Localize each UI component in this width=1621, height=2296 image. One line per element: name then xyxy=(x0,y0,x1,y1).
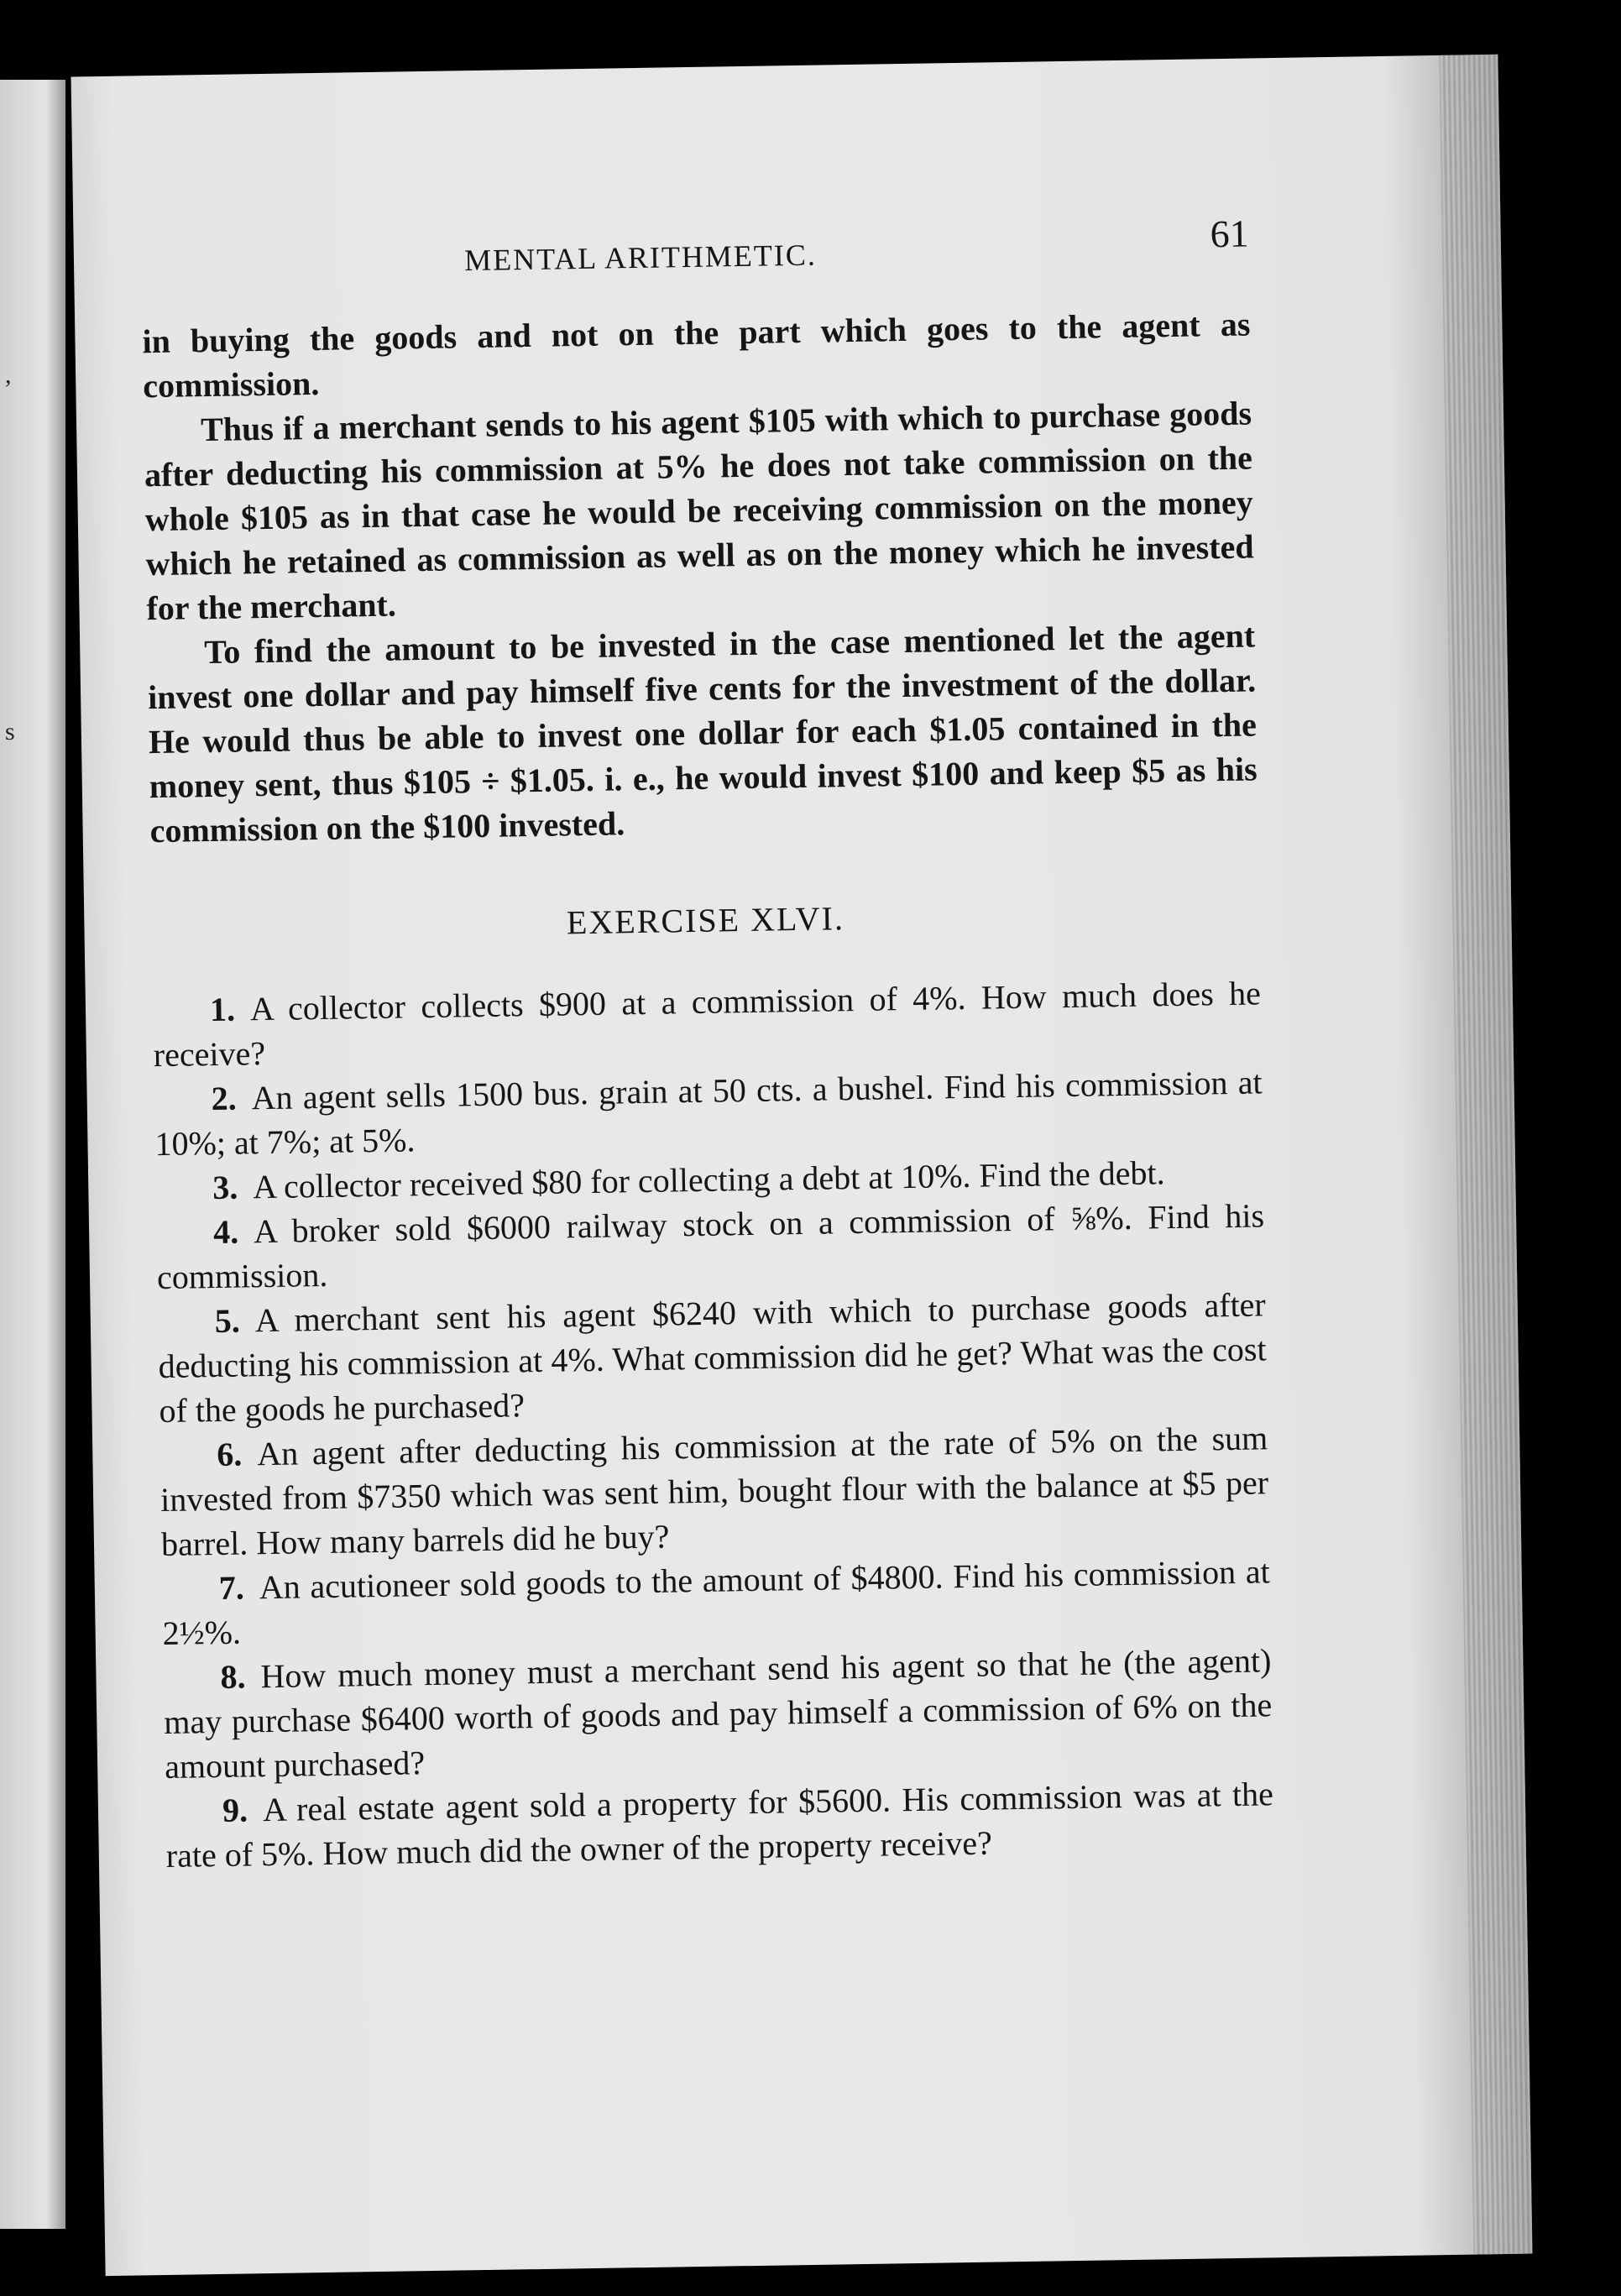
paragraph: in buying the goods and not on the part which goes to the agent as commission. xyxy=(142,305,1251,405)
problem-text: An agent sells 1500 bus. grain at 50 cts. a bushel. Find his commission at 10%; at 7%; at 5%. xyxy=(154,1063,1263,1164)
paragraph: To find the amount to be invested in the case mentioned let the agent invest one dollar and pay himself five cents for the investment of the dollar. He would thus be able to invest one dollar for each $1.05 contained in the money sent, thus $105 ÷ $1.05. i. e., he would invest $100 and keep $5 as his commission on the $100 invested. xyxy=(147,616,1258,850)
problem-item xyxy=(156,1193,1266,1300)
exercise-heading: EXERCISE XLVI. xyxy=(566,899,845,942)
problem-text: An agent after deducting his commission at the rate of 5% on the sum invested from $7350 which was sent him, bought flour with the balance at $5 per barrel. How many barrels did he buy? xyxy=(159,1419,1269,1564)
paragraph: Thus if a merchant sends to his agent $105 with which to purchase goods after deducting his commission at 5% he does not take commission on the whole $105 as in that case he would be receiving commission on the money which he retained as commission as well as on the money which he invested for the merchant. xyxy=(144,394,1254,628)
problem-number: 2. xyxy=(211,1079,238,1118)
problem-text: A collector received $80 for collecting a debt at 10%. Find the debt. xyxy=(252,1153,1165,1206)
problem-item xyxy=(157,1282,1267,1433)
left-margin-mark: s xyxy=(5,718,15,745)
left-margin-mark: , xyxy=(5,361,12,389)
problem-text: A real estate agent sold a property for $5600. His commission was at the rate of 5%. How much did the owner of the property receive? xyxy=(165,1775,1274,1875)
problem-item xyxy=(153,970,1263,1077)
problem-text: How much money must a merchant send his agent so that he (the agent) may purchase $6400 worth of goods and pay himself a commission of 6% on the amount purchased? xyxy=(163,1641,1273,1786)
problem-text: A merchant sent his agent $6240 with which to purchase goods after deducting his commission at 4%. What commission did he get? What was the cost of the goods he purchased? xyxy=(158,1285,1267,1430)
problem-number: 8. xyxy=(220,1657,246,1696)
running-head-title: MENTAL ARITHMETIC. xyxy=(463,238,818,278)
problem-number: 5. xyxy=(214,1301,241,1341)
page-content xyxy=(141,212,1275,1877)
running-head xyxy=(141,212,1250,319)
problem-number: 9. xyxy=(222,1791,248,1829)
problem-number: 3. xyxy=(212,1168,238,1207)
problem-item xyxy=(159,1415,1269,1566)
problem-number: 6. xyxy=(216,1435,243,1473)
book-page xyxy=(71,55,1533,2276)
problem-list xyxy=(153,970,1274,1878)
problem-text: A collector collects $900 at a commission of 4%. How much does he receive? xyxy=(153,974,1262,1075)
problem-number: 7. xyxy=(218,1568,245,1607)
problem-item xyxy=(161,1549,1271,1655)
problem-number: 4. xyxy=(212,1212,239,1252)
left-page-edge xyxy=(0,80,65,2229)
problem-number: 1. xyxy=(209,990,236,1029)
page-fore-edge xyxy=(1439,55,1532,2255)
problem-item xyxy=(163,1638,1273,1789)
problem-text: An acutioneer sold goods to the amount of $4800. Find his commission at 2½%. xyxy=(162,1552,1271,1653)
page-number: 61 xyxy=(1210,212,1250,256)
problem-text: A broker sold $6000 railway stock on a commission of ⅝%. Find his commission. xyxy=(156,1196,1265,1297)
problem-item xyxy=(154,1059,1263,1166)
problem-item xyxy=(165,1771,1275,1878)
